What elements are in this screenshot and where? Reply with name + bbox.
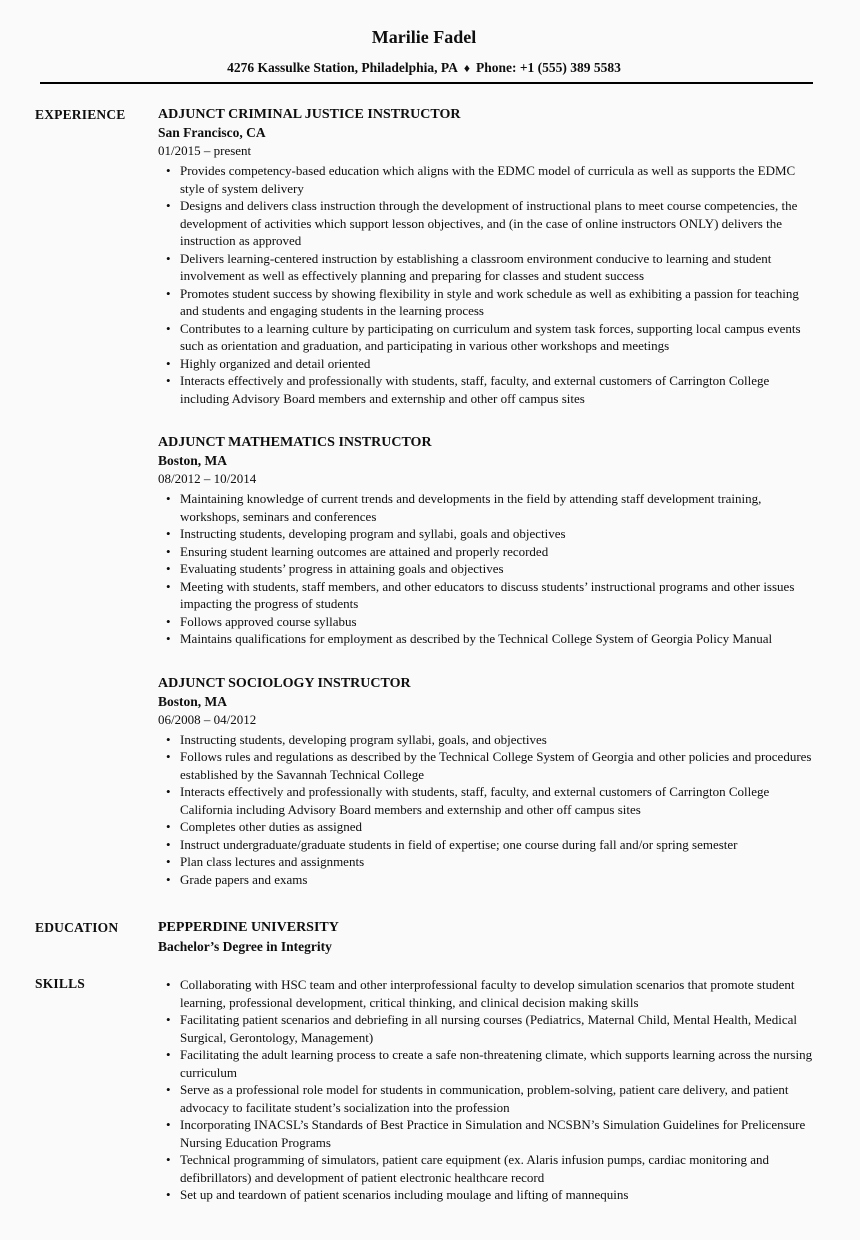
education-section (35, 918, 813, 956)
job-location: Boston, MA (158, 453, 228, 468)
skills-bullet-list (158, 976, 813, 1204)
job-bullet-list (158, 490, 813, 648)
skills-section (35, 974, 813, 1204)
bullet-item: • Evaluating students’ progress in attaining goals and objectives (158, 560, 813, 578)
header-divider (40, 82, 813, 84)
section-label-skills: SKILLS (35, 976, 85, 991)
job-dates: 08/2012 – 10/2014 (158, 471, 257, 486)
job-location: Boston, MA (158, 693, 228, 709)
section-label-experience: EXPERIENCE (35, 107, 126, 122)
bullet-item: • Meeting with students, staff members, and other educators to discuss students’ instructional programs and other issues impacting the progress of students (158, 578, 813, 613)
contact-line (35, 60, 813, 76)
bullet-item: • Provides competency-based education which aligns with the EDMC model of curricula as well as supports the EDMC style of system delivery (158, 162, 813, 197)
bullet-item: • Plan class lectures and assignments (158, 853, 813, 871)
section-label-education: EDUCATION (35, 920, 119, 935)
contact-phone: Phone: +1 (555) 389 5583 (475, 60, 621, 75)
person-name: Marilie Fadel (371, 27, 477, 47)
job-title: ADJUNCT MATHEMATICS INSTRUCTOR (158, 435, 432, 450)
job-entry (158, 674, 813, 889)
education-school: PEPPERDINE UNIVERSITY (158, 920, 339, 935)
bullet-item: • Ensuring student learning outcomes are attained and properly recorded (158, 543, 813, 561)
job-bullet-list (158, 731, 813, 889)
job-dates: 01/2015 – present (158, 143, 252, 158)
bullet-item: • Interacts effectively and professionally with students, staff, faculty, and external customers of Carrington College including Advisory Board members and externship and other off campus sites (158, 372, 813, 407)
contact-address: 4276 Kassulke Station, Philadelphia, PA (227, 60, 458, 75)
education-degree: Bachelor’s Degree in Integrity (158, 939, 332, 954)
job-bullet-list (158, 162, 813, 407)
bullet-item: • Serve as a professional role model for students in communication, problem-solving, patient care delivery, and patient advocacy to facilitate student’s socialization into the profession (158, 1081, 813, 1116)
bullet-item: • Instructing students, developing program and syllabi, goals and objectives (158, 525, 813, 543)
job-title: ADJUNCT SOCIOLOGY INSTRUCTOR (158, 675, 411, 691)
bullet-item: • Highly organized and detail oriented (158, 355, 813, 373)
bullet-item: • Instruct undergraduate/graduate students in field of expertise; one course during fall and/or spring semester (158, 836, 813, 854)
job-title: ADJUNCT CRIMINAL JUSTICE INSTRUCTOR (158, 107, 461, 122)
bullet-item: • Follows approved course syllabus (158, 613, 813, 631)
bullet-item: • Interacts effectively and professionally with students, staff, faculty, and external customers of Carrington College California including Advisory Board members and externship and other off campus sites (158, 783, 813, 818)
bullet-item: • Facilitating patient scenarios and debriefing in all nursing courses (Pediatrics, Maternal Child, Mental Health, Medical Surgical, Gerontology, Management) (158, 1011, 813, 1046)
bullet-item: • Promotes student success by showing flexibility in style and work schedule as well as exhibiting a passion for teaching and students and engaging students in the learning process (158, 285, 813, 320)
resume-header (35, 27, 813, 84)
experience-section (35, 105, 813, 888)
job-entry (158, 105, 813, 407)
bullet-item: • Follows rules and regulations as described by the Technical College System of Georgia and other policies and procedures established by the Savannah Technical College (158, 748, 813, 783)
bullet-item: • Maintaining knowledge of current trends and developments in the field by attending staff development training, workshops, seminars and conferences (158, 490, 813, 525)
bullet-item: • Maintains qualifications for employment as described by the Technical College System of Georgia Policy Manual (158, 630, 813, 648)
education-content (158, 918, 813, 956)
bullet-item: • Instructing students, developing program syllabi, goals, and objectives (158, 731, 813, 749)
bullet-item: • Contributes to a learning culture by participating on curriculum and system task forces, supporting local campus events such as orientation and graduation, and participating in various other workshops and meetings (158, 320, 813, 355)
bullet-item: • Collaborating with HSC team and other interprofessional faculty to develop simulation scenarios that promote student learning, professional development, critical thinking, and clinical decision making skills (158, 976, 813, 1011)
bullet-item: • Set up and teardown of patient scenarios including moulage and lifting of mannequins (158, 1186, 813, 1204)
job-entry (158, 433, 813, 648)
job-dates: 06/2008 – 04/2012 (158, 711, 257, 727)
diamond-separator-icon: ♦ (463, 61, 470, 75)
bullet-item: • Delivers learning-centered instruction by establishing a classroom environment conducive to learning and student involvement as well as effectively planning and preparing for classes and student success (158, 250, 813, 285)
bullet-item: • Designs and delivers class instruction through the development of instructional plans to meet course competencies, the development of activities which support lesson objectives, and (in the case of online instructors ONLY) delivers the instruction as approved (158, 197, 813, 250)
bullet-item: • Completes other duties as assigned (158, 818, 813, 836)
bullet-item: • Grade papers and exams (158, 871, 813, 889)
job-location: San Francisco, CA (158, 125, 266, 140)
experience-jobs (158, 105, 813, 888)
bullet-item: • Technical programming of simulators, patient care equipment (ex. Alaris infusion pumps, cardiac monitoring and defibrillators) and development of patient electronic healthcare record (158, 1151, 813, 1186)
bullet-item: • Facilitating the adult learning process to create a safe non-threatening climate, which supports learning across the nursing curriculum (158, 1046, 813, 1081)
bullet-item: • Incorporating INACSL’s Standards of Best Practice in Simulation and NCSBN’s Simulation Guidelines for Prelicensure Nursing Education Programs (158, 1116, 813, 1151)
